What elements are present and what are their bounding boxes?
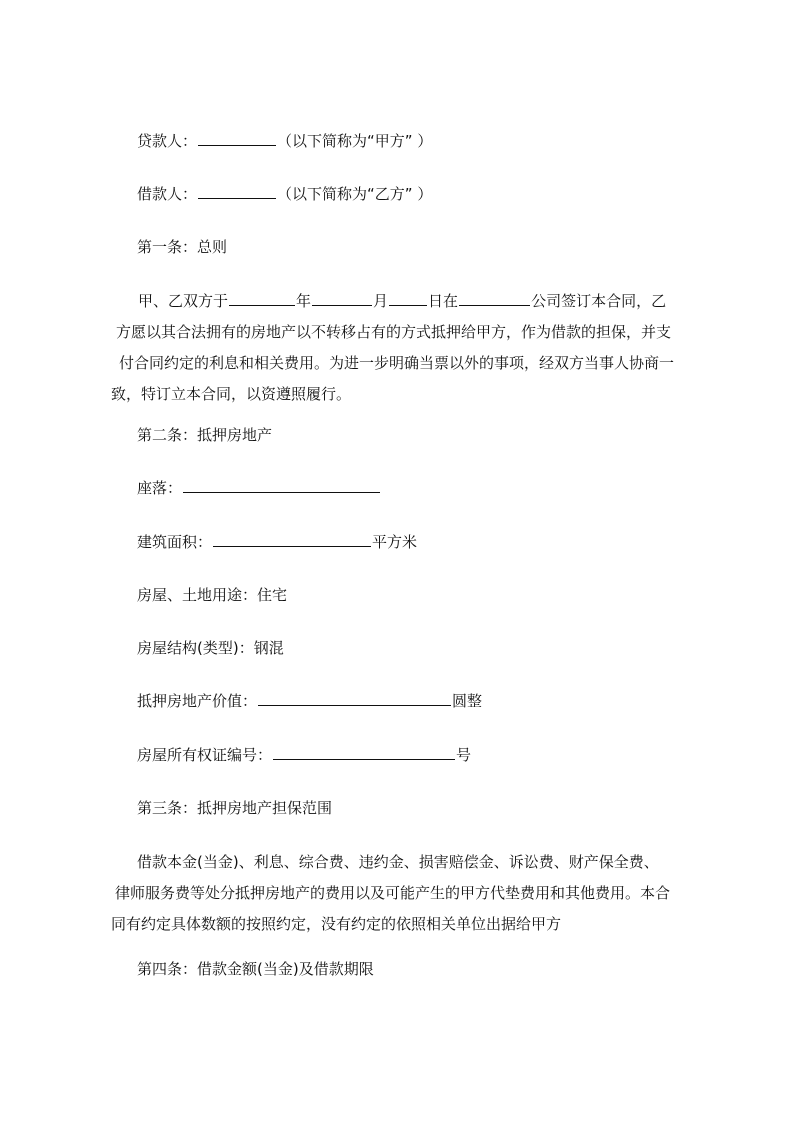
location-label: 座落： [137,479,183,497]
article1-row3: 付合同约定的利息和相关费用。为进一步明确当票以外的事项，经双方当事人协商一 [119,354,675,372]
value-line [137,691,482,711]
area-unit: 平方米 [372,533,418,551]
lender-line [137,131,432,151]
usage-line: 房屋、土地用途：住宅 [137,586,288,604]
borrower-line [137,184,432,204]
value-blank[interactable] [258,691,451,706]
cert-unit: 号 [456,746,472,764]
area-label: 建筑面积： [137,533,213,551]
lender-note: （以下简称为“甲方” ） [277,132,433,150]
article1-text-d: 日在 [428,292,459,310]
company-blank[interactable] [459,291,530,306]
borrower-blank[interactable] [198,184,276,199]
article4-title: 第四条：借款金额(当金)及借款期限 [137,960,374,978]
structure-line: 房屋结构(类型)：钢混 [137,639,284,657]
value-label: 抵押房地产价值： [137,692,258,710]
area-line [137,532,417,552]
borrower-note: （以下简称为“乙方” ） [277,185,433,203]
borrower-label: 借款人： [137,185,198,203]
lender-blank[interactable] [198,131,276,146]
location-line [137,478,381,498]
cert-line [137,745,471,765]
area-blank[interactable] [213,532,371,547]
value-unit: 圆整 [452,692,483,710]
lender-label: 贷款人： [137,132,198,150]
article1-text-b: 年 [296,292,312,310]
article1-text-e: 公司签订本合同，乙 [531,292,667,310]
article3-row1: 借款本金(当金)、利息、综合费、违约金、损害赔偿金、诉讼费、财产保全费、 [137,853,659,871]
date-month-blank[interactable] [312,291,372,306]
cert-label: 房屋所有权证编号： [137,746,273,764]
article1-text-a: 甲、乙双方于 [138,292,229,310]
article1-row1 [111,291,703,311]
article1-title: 第一条：总则 [137,238,228,256]
date-day-blank[interactable] [389,291,427,306]
article1-body [111,291,703,415]
article2-title: 第二条：抵押房地产 [137,426,273,444]
article3-body [111,852,703,945]
article1-row4: 致，特订立本合同，以资遵照履行。 [111,385,352,403]
location-blank[interactable] [183,478,380,493]
article1-row2: 方愿以其合法拥有的房地产以不转移占有的方式抵押给甲方，作为借款的担保，并支 [116,323,672,341]
date-year-blank[interactable] [229,291,295,306]
cert-blank[interactable] [273,745,455,760]
article3-title: 第三条：抵押房地产担保范围 [137,799,333,817]
article1-text-c: 月 [373,292,389,310]
article3-row3: 同有约定具体数额的按照约定，没有约定的依照相关单位出据给甲方 [111,915,562,933]
article3-row2: 律师服务费等处分抵押房地产的费用以及可能产生的甲方代垫费用和其他费用。本合 [115,884,671,902]
